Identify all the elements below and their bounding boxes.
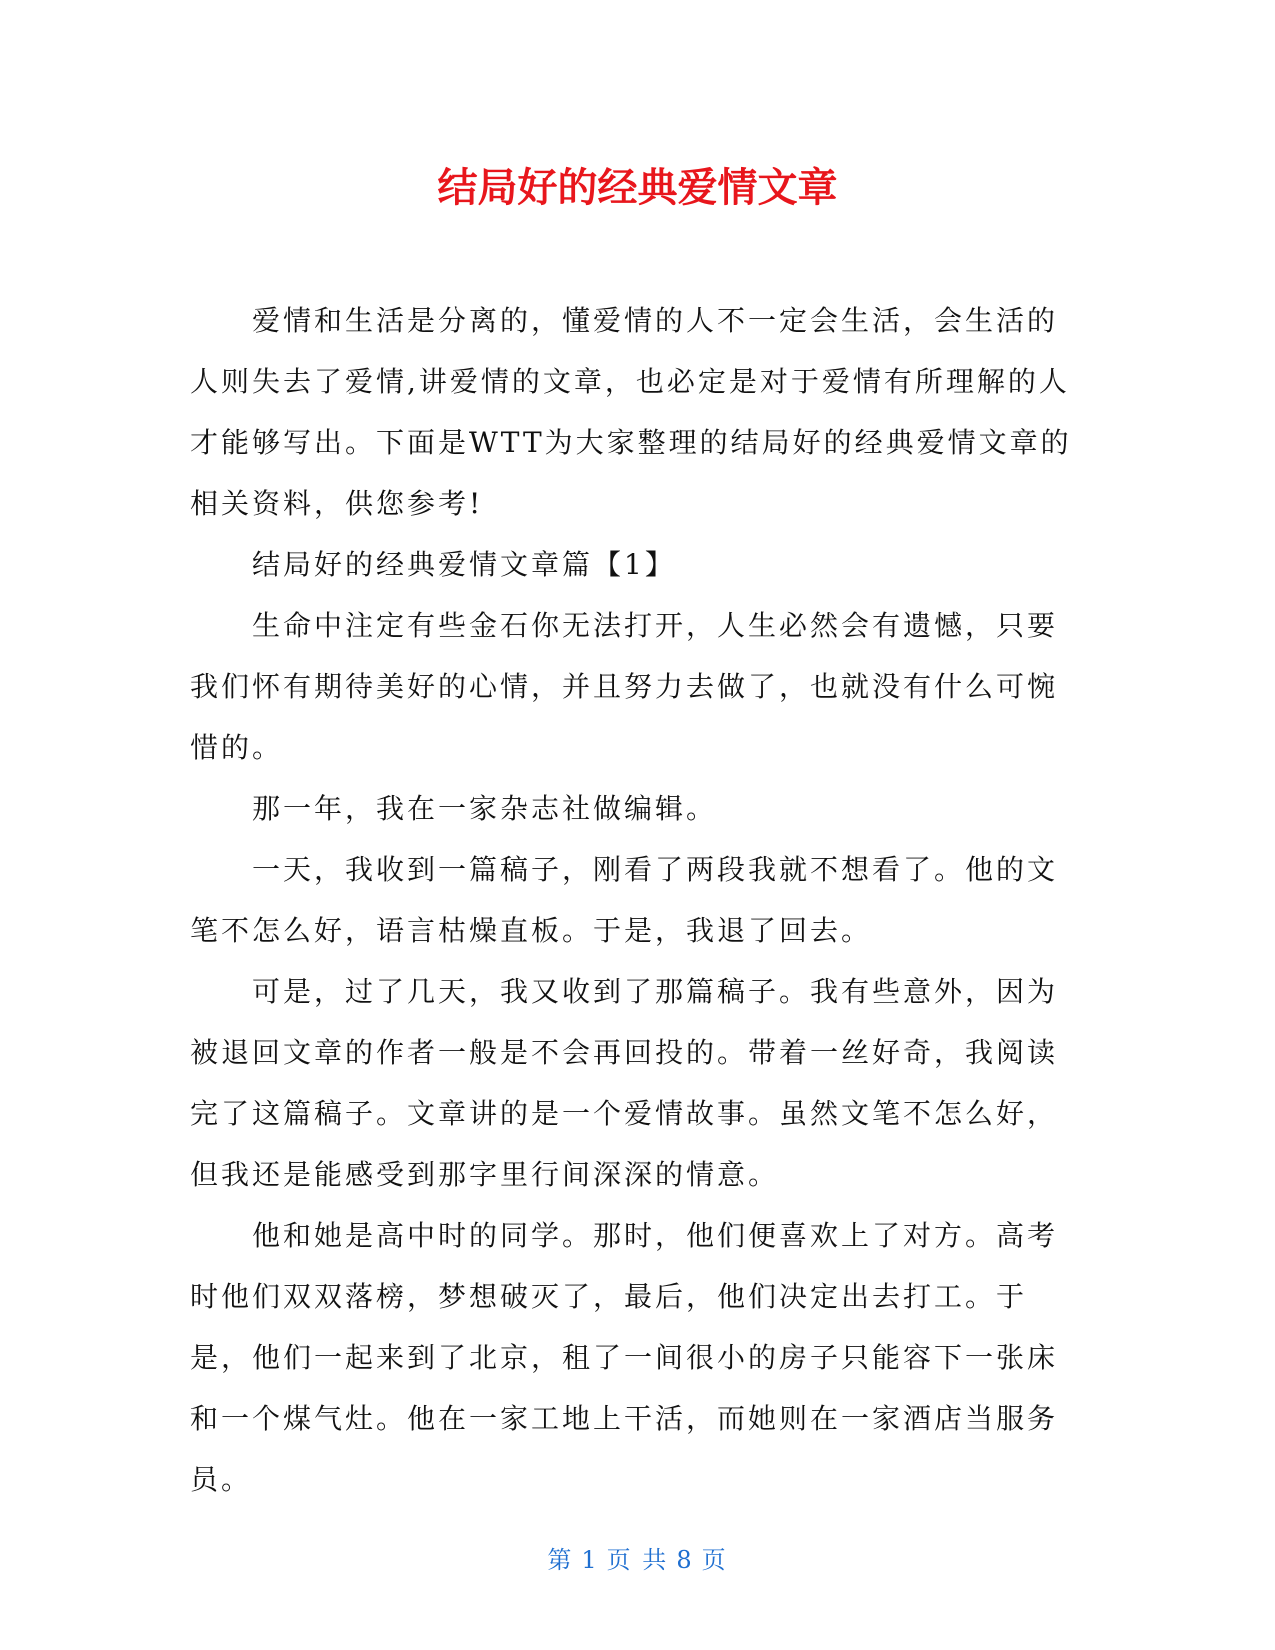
- document-body: [190, 290, 1080, 1510]
- section-heading: 结局好的经典爱情文章篇【1】: [252, 548, 676, 581]
- paragraph: 可是，过了几天，我又收到了那篇稿子。我有些意外，因为被退回文章的作者一般是不会再回投的。带着一丝好奇，我阅读完了这篇稿子。文章讲的是一个爱情故事。虽然文笔不怎么好，但我还是能感受到那字里行间深深的情意。: [190, 975, 1059, 1191]
- document-title: 结局好的经典爱情文章: [437, 165, 838, 211]
- footer-middle: 页 共: [606, 1546, 669, 1574]
- footer-total-pages: 8: [676, 1546, 694, 1574]
- paragraph-intro: 爱情和生活是分离的，懂爱情的人不一定会生活，会生活的人则失去了爱情,讲爱情的文章，也必定是对于爱情有所理解的人才能够写出。下面是WTT为大家整理的结局好的经典爱情文章的相关资料，供您参考!: [190, 304, 1072, 520]
- footer-current-page: 1: [581, 1546, 599, 1574]
- footer-prefix: 第: [547, 1546, 574, 1574]
- paragraph: 生命中注定有些金石你无法打开，人生必然会有遗憾，只要我们怀有期待美好的心情，并且努力去做了，也就没有什么可惋惜的。: [190, 609, 1059, 764]
- footer-suffix: 页: [701, 1546, 728, 1574]
- paragraph: 那一年，我在一家杂志社做编辑。: [252, 792, 718, 825]
- paragraph: 一天，我收到一篇稿子，刚看了两段我就不想看了。他的文笔不怎么好，语言枯燥直板。于是，我退了回去。: [190, 853, 1059, 947]
- paragraph: 他和她是高中时的同学。那时，他们便喜欢上了对方。高考时他们双双落榜，梦想破灭了，最后，他们决定出去打工。于是，他们一起来到了北京，租了一间很小的房子只能容下一张床和一个煤气灶。他在一家工地上干活，而她则在一家酒店当服务员。: [190, 1219, 1059, 1496]
- page-footer: [0, 1545, 1275, 1575]
